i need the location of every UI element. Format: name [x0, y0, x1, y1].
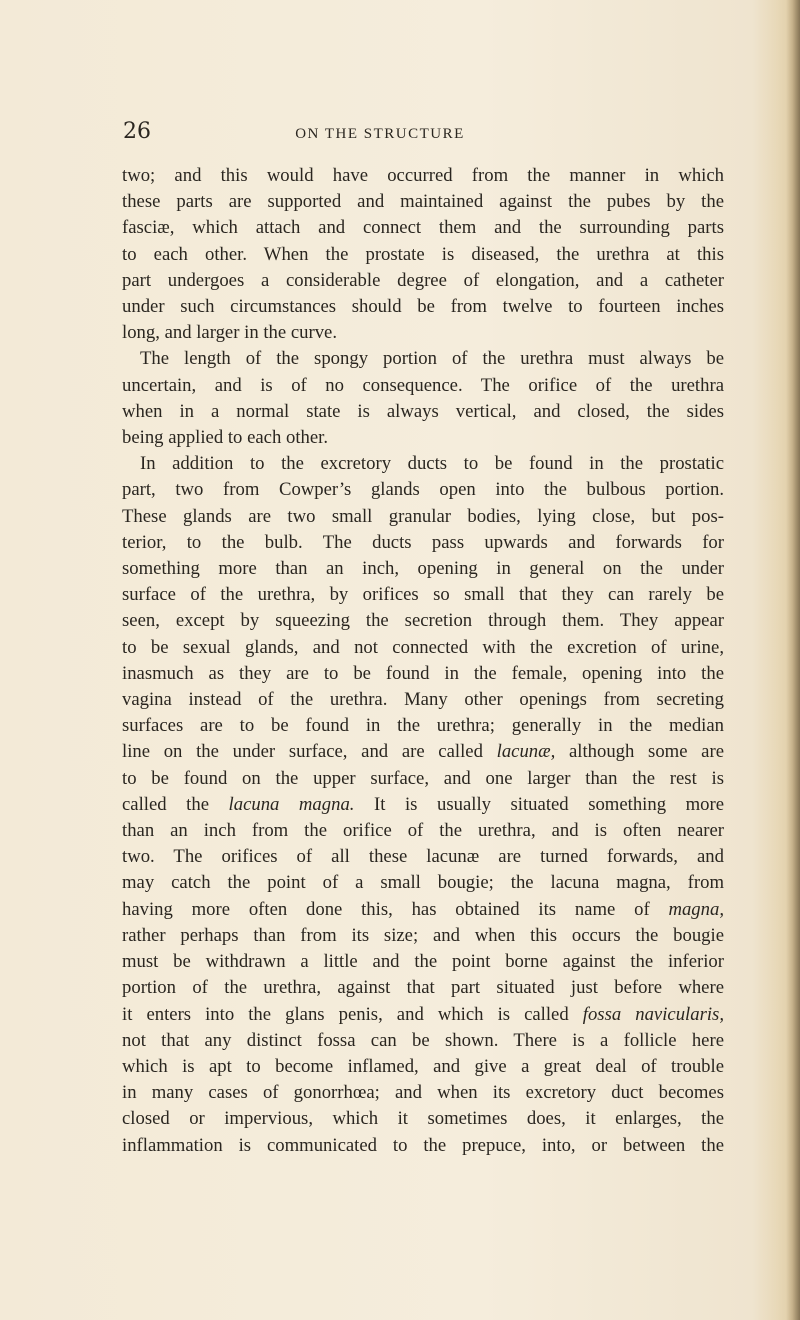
text-line: these parts are supported and maintained against the pubes by the [122, 191, 724, 213]
text-line: than an inch from the orifice of the urethra, and is often nearer [122, 820, 724, 842]
text-line: portion of the urethra, against that part situated just before where [122, 977, 724, 999]
text-line: terior, to the bulb. The ducts pass upwards and forwards for [122, 531, 724, 553]
text-line: under such circumstances should be from twelve to fourteen inches [122, 296, 724, 318]
text-line: fasciæ, which attach and connect them and the surrounding parts [122, 217, 724, 239]
text-segment: it enters into the glans penis, and which is called [122, 1003, 583, 1025]
italic-term: fossa navicularis, [582, 1003, 725, 1025]
text-line [122, 739, 724, 765]
text-line: two; and this would have occurred from the manner in which [122, 165, 724, 186]
running-head: ON THE STRUCTURE [295, 126, 465, 142]
text-line: rather perhaps than from its size; and when this occurs the bougie [122, 924, 724, 946]
italic-term: magna, [668, 898, 724, 920]
text-line: These glands are two small granular bodies, lying close, but pos- [122, 505, 724, 527]
page-edge-shadow [786, 0, 800, 1320]
text-line: surface of the urethra, by orifices so small that they can rarely be [122, 584, 724, 606]
text-line: inflammation is communicated to the prepuce, into, or between the [122, 1134, 724, 1156]
text-segment: called the [122, 793, 229, 815]
text-line: may catch the point of a small bougie; the lacuna magna, from [122, 872, 724, 894]
text-line: something more than an inch, opening in general on the under [122, 558, 724, 580]
text-line: inasmuch as they are to be found in the female, opening into the [122, 662, 724, 684]
text-line: to each other. When the prostate is diseased, the urethra at this [122, 243, 724, 265]
italic-term: lacunæ, [496, 741, 556, 763]
text-line: seen, except by squeezing the secretion through them. They appear [122, 610, 724, 632]
text-line: to be found on the upper surface, and one larger than the rest is [122, 767, 724, 789]
page-header [0, 118, 800, 148]
text-line: The length of the spongy portion of the urethra must always be [140, 348, 724, 370]
text-segment: although some are [555, 741, 724, 763]
italic-term: lacuna magna. [228, 793, 355, 815]
text-segment: It is usually situated something more [354, 793, 724, 815]
text-line: long, and larger in the curve. [122, 322, 338, 344]
text-segment: having more often done this, has obtained its name of [122, 898, 669, 920]
text-line: not that any distinct fossa can be shown. There is a follicle here [122, 1029, 724, 1051]
text-line: part, two from Cowper’s glands open into the bulbous portion. [122, 479, 724, 501]
page-number: 26 [123, 119, 151, 144]
text-line: to be sexual glands, and not connected with the excretion of urine, [122, 636, 724, 658]
text-line: in many cases of gonorrhœa; and when its excretory duct becomes [122, 1082, 724, 1104]
text-line: part undergoes a considerable degree of elongation, and a catheter [122, 269, 724, 291]
text-line: In addition to the excretory ducts to be found in the prostatic [140, 453, 724, 475]
body-text [122, 163, 724, 1159]
text-line: vagina instead of the urethra. Many other openings from secreting [122, 689, 724, 711]
text-line [122, 897, 724, 923]
text-line: must be withdrawn a little and the point borne against the inferior [122, 951, 724, 973]
text-line: being applied to each other. [122, 427, 329, 449]
text-line [122, 1002, 724, 1028]
text-line: surfaces are to be found in the urethra; generally in the median [122, 715, 724, 737]
text-line: closed or impervious, which it sometimes does, it enlarges, the [122, 1108, 724, 1130]
text-line: two. The orifices of all these lacunæ are turned forwards, and [122, 846, 724, 868]
text-segment: line on the under surface, and are called [122, 741, 497, 763]
text-line: which is apt to become inflamed, and give a great deal of trouble [122, 1055, 724, 1077]
text-line [122, 792, 724, 818]
text-line: when in a normal state is always vertical, and closed, the sides [122, 400, 724, 422]
text-line: uncertain, and is of no consequence. The orifice of the urethra [122, 374, 724, 396]
